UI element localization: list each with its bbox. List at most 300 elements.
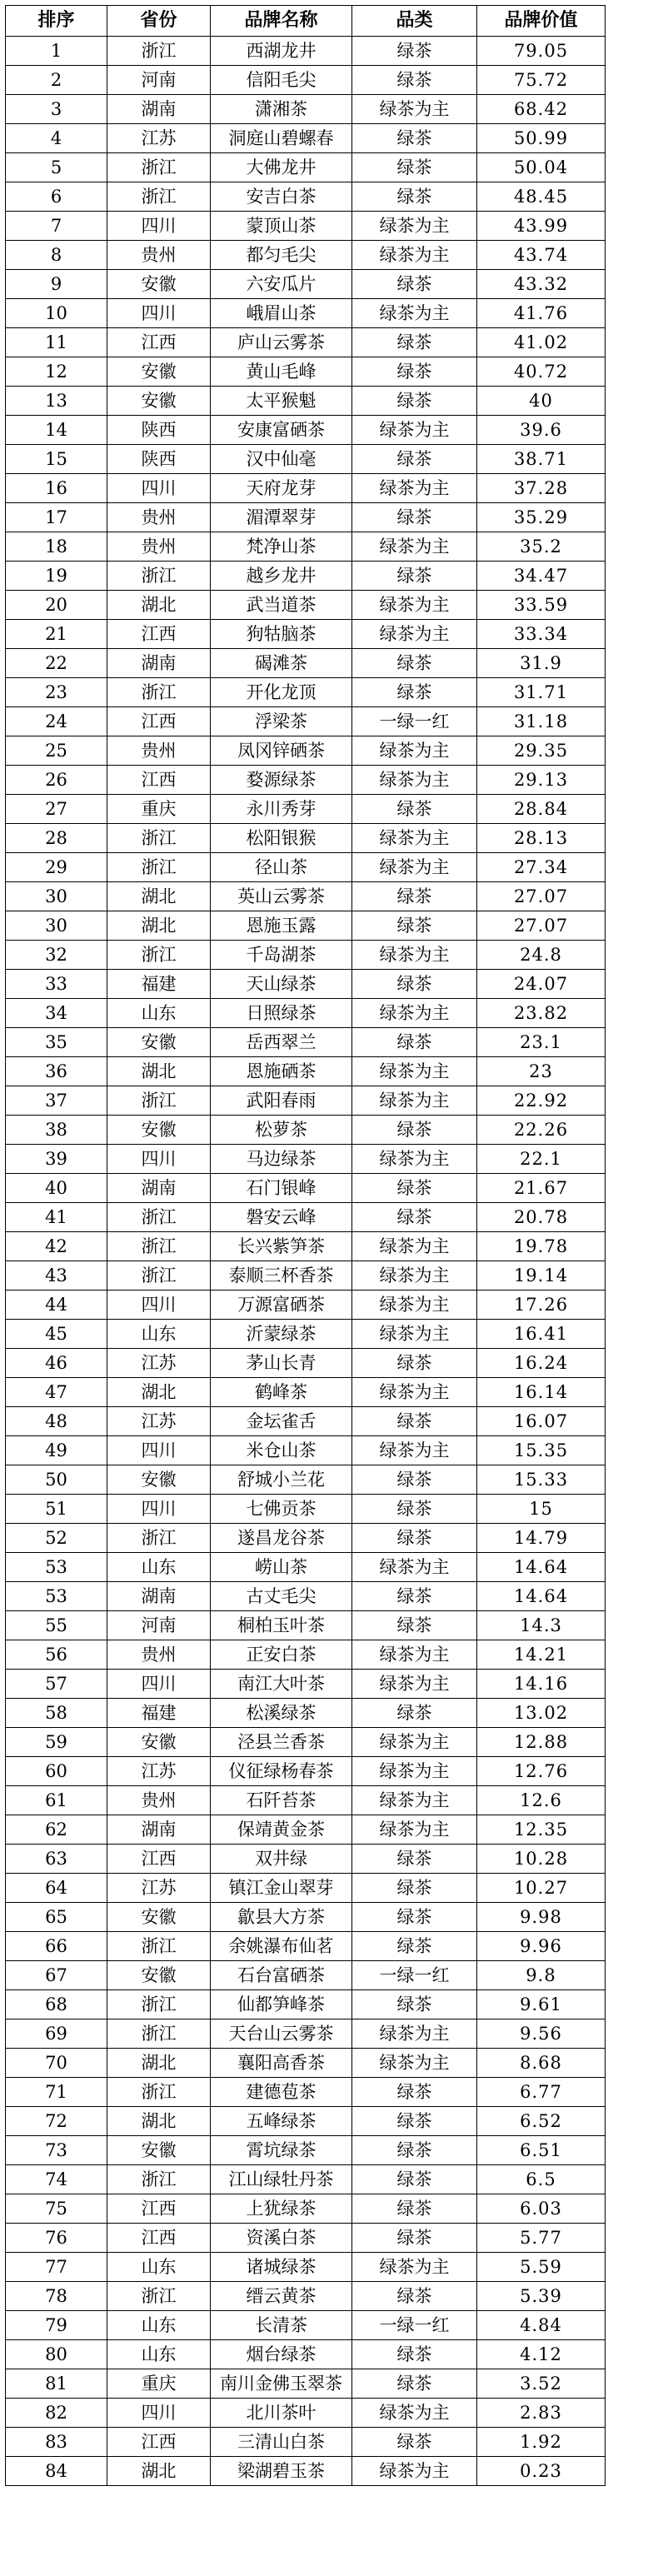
table-row xyxy=(6,1086,606,1116)
cell-category: 绿茶 xyxy=(352,66,477,95)
cell-brand-value: 16.14 xyxy=(477,1378,606,1407)
cell-brand-value: 8.68 xyxy=(477,2049,606,2078)
cell-rank: 78 xyxy=(6,2282,107,2311)
cell-brand-value: 24.8 xyxy=(477,941,606,970)
cell-brand-name: 凤冈锌硒茶 xyxy=(211,736,352,766)
table-row xyxy=(6,2457,606,2486)
table-row xyxy=(6,2282,606,2311)
cell-category: 绿茶 xyxy=(352,445,477,474)
table-row xyxy=(6,2428,606,2457)
cell-rank: 22 xyxy=(6,649,107,678)
cell-brand-value: 22.26 xyxy=(477,1116,606,1145)
cell-rank: 3 xyxy=(6,95,107,124)
cell-brand-value: 5.59 xyxy=(477,2253,606,2282)
cell-brand-value: 12.76 xyxy=(477,1757,606,1786)
cell-category: 绿茶为主 xyxy=(352,1290,477,1320)
cell-category: 绿茶 xyxy=(352,882,477,911)
cell-category: 绿茶 xyxy=(352,2107,477,2136)
header-rank: 排序 xyxy=(6,6,107,37)
cell-rank: 30 xyxy=(6,911,107,941)
cell-province: 浙江 xyxy=(107,153,211,182)
cell-brand-name: 潇湘茶 xyxy=(211,95,352,124)
cell-province: 安徽 xyxy=(107,357,211,387)
cell-rank: 82 xyxy=(6,2399,107,2428)
cell-category: 绿茶 xyxy=(352,1582,477,1611)
cell-province: 安徽 xyxy=(107,1465,211,1495)
cell-brand-name: 建德苞茶 xyxy=(211,2078,352,2107)
cell-brand-name: 诸城绿茶 xyxy=(211,2253,352,2282)
table-row xyxy=(6,1116,606,1145)
cell-province: 湖北 xyxy=(107,882,211,911)
cell-province: 贵州 xyxy=(107,503,211,532)
cell-brand-name: 北川茶叶 xyxy=(211,2399,352,2428)
cell-province: 重庆 xyxy=(107,2369,211,2399)
cell-category: 绿茶为主 xyxy=(352,241,477,270)
cell-brand-name: 汉中仙毫 xyxy=(211,445,352,474)
table-row xyxy=(6,1728,606,1757)
cell-province: 安徽 xyxy=(107,270,211,299)
header-category: 品类 xyxy=(352,6,477,37)
cell-province: 福建 xyxy=(107,1699,211,1728)
cell-province: 陕西 xyxy=(107,445,211,474)
cell-rank: 46 xyxy=(6,1349,107,1378)
cell-brand-name: 松阳银猴 xyxy=(211,824,352,853)
cell-category: 绿茶为主 xyxy=(352,824,477,853)
cell-brand-name: 万源富硒茶 xyxy=(211,1290,352,1320)
cell-province: 湖南 xyxy=(107,1582,211,1611)
cell-brand-name: 七佛贡茶 xyxy=(211,1495,352,1524)
cell-rank: 57 xyxy=(6,1670,107,1699)
cell-brand-value: 68.42 xyxy=(477,95,606,124)
table-row xyxy=(6,1670,606,1699)
cell-brand-value: 9.61 xyxy=(477,1990,606,2019)
cell-rank: 13 xyxy=(6,387,107,416)
cell-rank: 65 xyxy=(6,1903,107,1932)
table-row xyxy=(6,2224,606,2253)
cell-rank: 67 xyxy=(6,1961,107,1990)
cell-brand-value: 9.56 xyxy=(477,2019,606,2049)
cell-category: 绿茶 xyxy=(352,1845,477,1874)
cell-rank: 2 xyxy=(6,66,107,95)
cell-brand-value: 27.07 xyxy=(477,911,606,941)
table-row xyxy=(6,882,606,911)
cell-brand-value: 12.35 xyxy=(477,1815,606,1845)
cell-rank: 33 xyxy=(6,970,107,999)
cell-province: 浙江 xyxy=(107,2165,211,2194)
cell-rank: 42 xyxy=(6,1232,107,1261)
cell-brand-value: 31.18 xyxy=(477,707,606,736)
table-row xyxy=(6,1786,606,1815)
cell-brand-value: 27.07 xyxy=(477,882,606,911)
cell-category: 绿茶 xyxy=(352,649,477,678)
cell-rank: 83 xyxy=(6,2428,107,2457)
cell-brand-name: 松溪绿茶 xyxy=(211,1699,352,1728)
cell-brand-value: 6.77 xyxy=(477,2078,606,2107)
cell-province: 四川 xyxy=(107,212,211,241)
cell-province: 江苏 xyxy=(107,124,211,153)
table-row xyxy=(6,1874,606,1903)
cell-rank: 50 xyxy=(6,1465,107,1495)
cell-rank: 5 xyxy=(6,153,107,182)
cell-brand-value: 12.6 xyxy=(477,1786,606,1815)
cell-brand-name: 岳西翠兰 xyxy=(211,1028,352,1057)
cell-brand-name: 烟台绿茶 xyxy=(211,2340,352,2369)
cell-brand-name: 五峰绿茶 xyxy=(211,2107,352,2136)
cell-province: 江西 xyxy=(107,328,211,357)
cell-brand-name: 泾县兰香茶 xyxy=(211,1728,352,1757)
cell-rank: 52 xyxy=(6,1524,107,1553)
cell-brand-value: 0.23 xyxy=(477,2457,606,2486)
table-row xyxy=(6,445,606,474)
cell-brand-value: 14.3 xyxy=(477,1611,606,1640)
cell-brand-value: 5.39 xyxy=(477,2282,606,2311)
table-row xyxy=(6,2019,606,2049)
cell-brand-value: 15.33 xyxy=(477,1465,606,1495)
cell-province: 江西 xyxy=(107,2224,211,2253)
cell-brand-name: 西湖龙井 xyxy=(211,37,352,66)
cell-rank: 21 xyxy=(6,620,107,649)
table-row xyxy=(6,532,606,562)
cell-brand-value: 12.88 xyxy=(477,1728,606,1757)
cell-rank: 10 xyxy=(6,299,107,328)
cell-rank: 68 xyxy=(6,1990,107,2019)
cell-brand-value: 20.78 xyxy=(477,1203,606,1232)
cell-province: 湖南 xyxy=(107,95,211,124)
cell-brand-value: 23.1 xyxy=(477,1028,606,1057)
cell-category: 绿茶为主 xyxy=(352,999,477,1028)
cell-brand-value: 43.32 xyxy=(477,270,606,299)
table-row xyxy=(6,299,606,328)
cell-brand-name: 梵净山茶 xyxy=(211,532,352,562)
cell-category: 绿茶为主 xyxy=(352,1786,477,1815)
cell-category: 绿茶 xyxy=(352,1174,477,1203)
cell-brand-value: 75.72 xyxy=(477,66,606,95)
table-row xyxy=(6,853,606,882)
cell-brand-name: 峨眉山茶 xyxy=(211,299,352,328)
cell-rank: 45 xyxy=(6,1320,107,1349)
cell-brand-value: 41.02 xyxy=(477,328,606,357)
cell-brand-value: 24.07 xyxy=(477,970,606,999)
table-row xyxy=(6,2399,606,2428)
cell-rank: 11 xyxy=(6,328,107,357)
table-row xyxy=(6,2107,606,2136)
cell-province: 浙江 xyxy=(107,1524,211,1553)
cell-rank: 8 xyxy=(6,241,107,270)
cell-brand-value: 14.21 xyxy=(477,1640,606,1670)
cell-brand-name: 碣滩茶 xyxy=(211,649,352,678)
cell-province: 浙江 xyxy=(107,562,211,591)
cell-province: 安徽 xyxy=(107,1028,211,1057)
cell-rank: 15 xyxy=(6,445,107,474)
cell-brand-value: 79.05 xyxy=(477,37,606,66)
cell-rank: 36 xyxy=(6,1057,107,1086)
cell-rank: 7 xyxy=(6,212,107,241)
cell-province: 四川 xyxy=(107,1495,211,1524)
cell-category: 绿茶 xyxy=(352,1611,477,1640)
cell-province: 贵州 xyxy=(107,532,211,562)
table-row xyxy=(6,999,606,1028)
table-row xyxy=(6,1320,606,1349)
cell-province: 浙江 xyxy=(107,1203,211,1232)
table-row xyxy=(6,2165,606,2194)
cell-province: 浙江 xyxy=(107,2019,211,2049)
cell-brand-name: 米仓山茶 xyxy=(211,1436,352,1465)
cell-province: 四川 xyxy=(107,1436,211,1465)
cell-brand-name: 石阡苔茶 xyxy=(211,1786,352,1815)
cell-brand-name: 长清茶 xyxy=(211,2311,352,2340)
cell-category: 绿茶 xyxy=(352,795,477,824)
cell-category: 绿茶 xyxy=(352,1495,477,1524)
cell-brand-name: 蒙顶山茶 xyxy=(211,212,352,241)
table-row xyxy=(6,1378,606,1407)
table-row xyxy=(6,2136,606,2165)
cell-rank: 39 xyxy=(6,1145,107,1174)
cell-brand-value: 41.76 xyxy=(477,299,606,328)
cell-brand-name: 正安白茶 xyxy=(211,1640,352,1670)
cell-brand-name: 天府龙芽 xyxy=(211,474,352,503)
cell-brand-value: 43.74 xyxy=(477,241,606,270)
table-row xyxy=(6,357,606,387)
cell-category: 绿茶 xyxy=(352,2165,477,2194)
cell-rank: 60 xyxy=(6,1757,107,1786)
cell-rank: 49 xyxy=(6,1436,107,1465)
table-row xyxy=(6,2340,606,2369)
cell-province: 四川 xyxy=(107,1290,211,1320)
cell-brand-name: 歙县大方茶 xyxy=(211,1903,352,1932)
cell-category: 绿茶为主 xyxy=(352,1757,477,1786)
cell-category: 绿茶为主 xyxy=(352,736,477,766)
cell-province: 江西 xyxy=(107,1845,211,1874)
table-row xyxy=(6,2369,606,2399)
cell-category: 绿茶 xyxy=(352,2428,477,2457)
cell-brand-name: 黄山毛峰 xyxy=(211,357,352,387)
cell-brand-name: 三清山白茶 xyxy=(211,2428,352,2457)
cell-brand-value: 48.45 xyxy=(477,182,606,212)
cell-brand-name: 古丈毛尖 xyxy=(211,1582,352,1611)
cell-province: 江苏 xyxy=(107,1757,211,1786)
cell-rank: 47 xyxy=(6,1378,107,1407)
cell-rank: 75 xyxy=(6,2194,107,2224)
cell-rank: 29 xyxy=(6,853,107,882)
cell-brand-name: 武当道茶 xyxy=(211,591,352,620)
table-row xyxy=(6,212,606,241)
table-row xyxy=(6,620,606,649)
cell-brand-name: 南江大叶茶 xyxy=(211,1670,352,1699)
table-row xyxy=(6,1232,606,1261)
cell-brand-value: 38.71 xyxy=(477,445,606,474)
cell-province: 陕西 xyxy=(107,416,211,445)
table-row xyxy=(6,124,606,153)
cell-rank: 64 xyxy=(6,1874,107,1903)
cell-brand-value: 23.82 xyxy=(477,999,606,1028)
cell-category: 绿茶为主 xyxy=(352,474,477,503)
cell-rank: 23 xyxy=(6,678,107,707)
cell-brand-value: 16.41 xyxy=(477,1320,606,1349)
cell-category: 绿茶 xyxy=(352,1699,477,1728)
cell-rank: 16 xyxy=(6,474,107,503)
cell-brand-name: 鹤峰茶 xyxy=(211,1378,352,1407)
cell-province: 湖南 xyxy=(107,1815,211,1845)
cell-category: 绿茶 xyxy=(352,678,477,707)
cell-province: 四川 xyxy=(107,1670,211,1699)
cell-brand-name: 南川金佛玉翠茶 xyxy=(211,2369,352,2399)
cell-province: 湖北 xyxy=(107,2457,211,2486)
cell-rank: 38 xyxy=(6,1116,107,1145)
cell-category: 绿茶 xyxy=(352,1990,477,2019)
cell-province: 四川 xyxy=(107,1145,211,1174)
table-row xyxy=(6,474,606,503)
cell-brand-value: 17.26 xyxy=(477,1290,606,1320)
cell-brand-value: 27.34 xyxy=(477,853,606,882)
cell-brand-name: 长兴紫笋茶 xyxy=(211,1232,352,1261)
cell-brand-value: 39.6 xyxy=(477,416,606,445)
cell-brand-value: 6.5 xyxy=(477,2165,606,2194)
table-row xyxy=(6,1290,606,1320)
cell-category: 绿茶 xyxy=(352,1407,477,1436)
cell-brand-value: 19.14 xyxy=(477,1261,606,1290)
table-row xyxy=(6,2253,606,2282)
cell-brand-name: 安康富硒茶 xyxy=(211,416,352,445)
table-row xyxy=(6,766,606,795)
cell-province: 浙江 xyxy=(107,1086,211,1116)
table-row xyxy=(6,1465,606,1495)
cell-brand-name: 开化龙顶 xyxy=(211,678,352,707)
cell-brand-value: 22.1 xyxy=(477,1145,606,1174)
cell-province: 河南 xyxy=(107,66,211,95)
cell-brand-name: 庐山云雾茶 xyxy=(211,328,352,357)
cell-brand-value: 21.67 xyxy=(477,1174,606,1203)
cell-province: 湖北 xyxy=(107,2107,211,2136)
cell-brand-name: 英山云雾茶 xyxy=(211,882,352,911)
cell-brand-value: 28.13 xyxy=(477,824,606,853)
cell-rank: 12 xyxy=(6,357,107,387)
cell-brand-value: 31.9 xyxy=(477,649,606,678)
cell-category: 绿茶 xyxy=(352,562,477,591)
cell-category: 绿茶为主 xyxy=(352,532,477,562)
table-row xyxy=(6,824,606,853)
cell-brand-name: 仙都笋峰茶 xyxy=(211,1990,352,2019)
cell-brand-name: 泰顺三杯香茶 xyxy=(211,1261,352,1290)
cell-province: 浙江 xyxy=(107,1261,211,1290)
cell-category: 绿茶 xyxy=(352,153,477,182)
cell-brand-name: 永川秀芽 xyxy=(211,795,352,824)
cell-province: 浙江 xyxy=(107,1232,211,1261)
cell-category: 绿茶 xyxy=(352,1465,477,1495)
cell-rank: 26 xyxy=(6,766,107,795)
cell-rank: 79 xyxy=(6,2311,107,2340)
cell-brand-value: 2.83 xyxy=(477,2399,606,2428)
table-row xyxy=(6,970,606,999)
cell-category: 绿茶 xyxy=(352,2369,477,2399)
cell-province: 重庆 xyxy=(107,795,211,824)
cell-rank: 70 xyxy=(6,2049,107,2078)
table-row xyxy=(6,1611,606,1640)
cell-province: 浙江 xyxy=(107,182,211,212)
cell-province: 浙江 xyxy=(107,2078,211,2107)
table-row xyxy=(6,153,606,182)
cell-province: 湖北 xyxy=(107,911,211,941)
cell-rank: 43 xyxy=(6,1261,107,1290)
cell-province: 江西 xyxy=(107,766,211,795)
cell-rank: 48 xyxy=(6,1407,107,1436)
cell-category: 绿茶 xyxy=(352,911,477,941)
cell-rank: 32 xyxy=(6,941,107,970)
cell-province: 四川 xyxy=(107,474,211,503)
cell-brand-name: 上犹绿茶 xyxy=(211,2194,352,2224)
cell-rank: 44 xyxy=(6,1290,107,1320)
cell-brand-name: 崂山茶 xyxy=(211,1553,352,1582)
cell-province: 山东 xyxy=(107,2311,211,2340)
table-row xyxy=(6,2078,606,2107)
table-row xyxy=(6,37,606,66)
table-row xyxy=(6,1145,606,1174)
cell-category: 绿茶为主 xyxy=(352,2253,477,2282)
cell-brand-value: 16.24 xyxy=(477,1349,606,1378)
cell-brand-name: 太平猴魁 xyxy=(211,387,352,416)
cell-province: 四川 xyxy=(107,299,211,328)
header-brand-name: 品牌名称 xyxy=(211,6,352,37)
cell-category: 绿茶 xyxy=(352,2078,477,2107)
cell-category: 绿茶为主 xyxy=(352,1728,477,1757)
cell-category: 一绿一红 xyxy=(352,2311,477,2340)
cell-rank: 17 xyxy=(6,503,107,532)
cell-brand-value: 14.64 xyxy=(477,1582,606,1611)
cell-brand-value: 50.04 xyxy=(477,153,606,182)
cell-rank: 18 xyxy=(6,532,107,562)
cell-province: 山东 xyxy=(107,1553,211,1582)
cell-rank: 55 xyxy=(6,1611,107,1640)
cell-category: 绿茶 xyxy=(352,2282,477,2311)
cell-brand-name: 双井绿 xyxy=(211,1845,352,1874)
cell-category: 绿茶 xyxy=(352,2224,477,2253)
cell-province: 江西 xyxy=(107,2428,211,2457)
cell-brand-value: 37.28 xyxy=(477,474,606,503)
cell-brand-value: 22.92 xyxy=(477,1086,606,1116)
cell-brand-value: 35.29 xyxy=(477,503,606,532)
cell-category: 绿茶为主 xyxy=(352,1436,477,1465)
cell-category: 绿茶为主 xyxy=(352,212,477,241)
cell-brand-name: 洞庭山碧螺春 xyxy=(211,124,352,153)
cell-brand-value: 16.07 xyxy=(477,1407,606,1436)
cell-province: 福建 xyxy=(107,970,211,999)
cell-province: 河南 xyxy=(107,1611,211,1640)
cell-rank: 25 xyxy=(6,736,107,766)
cell-province: 安徽 xyxy=(107,1903,211,1932)
cell-rank: 56 xyxy=(6,1640,107,1670)
cell-rank: 40 xyxy=(6,1174,107,1203)
cell-category: 绿茶为主 xyxy=(352,1553,477,1582)
tea-brand-value-table xyxy=(5,5,606,2486)
table-row xyxy=(6,241,606,270)
cell-category: 绿茶 xyxy=(352,182,477,212)
header-province: 省份 xyxy=(107,6,211,37)
cell-rank: 69 xyxy=(6,2019,107,2049)
cell-province: 湖北 xyxy=(107,1057,211,1086)
table-row xyxy=(6,387,606,416)
cell-brand-name: 恩施硒茶 xyxy=(211,1057,352,1086)
cell-rank: 73 xyxy=(6,2136,107,2165)
table-body xyxy=(6,37,606,2486)
cell-rank: 41 xyxy=(6,1203,107,1232)
cell-rank: 1 xyxy=(6,37,107,66)
cell-brand-name: 保靖黄金茶 xyxy=(211,1815,352,1845)
cell-province: 江苏 xyxy=(107,1407,211,1436)
cell-category: 绿茶为主 xyxy=(352,2399,477,2428)
cell-category: 绿茶为主 xyxy=(352,591,477,620)
cell-province: 江苏 xyxy=(107,1874,211,1903)
header-brand-value: 品牌价值 xyxy=(477,6,606,37)
cell-rank: 34 xyxy=(6,999,107,1028)
